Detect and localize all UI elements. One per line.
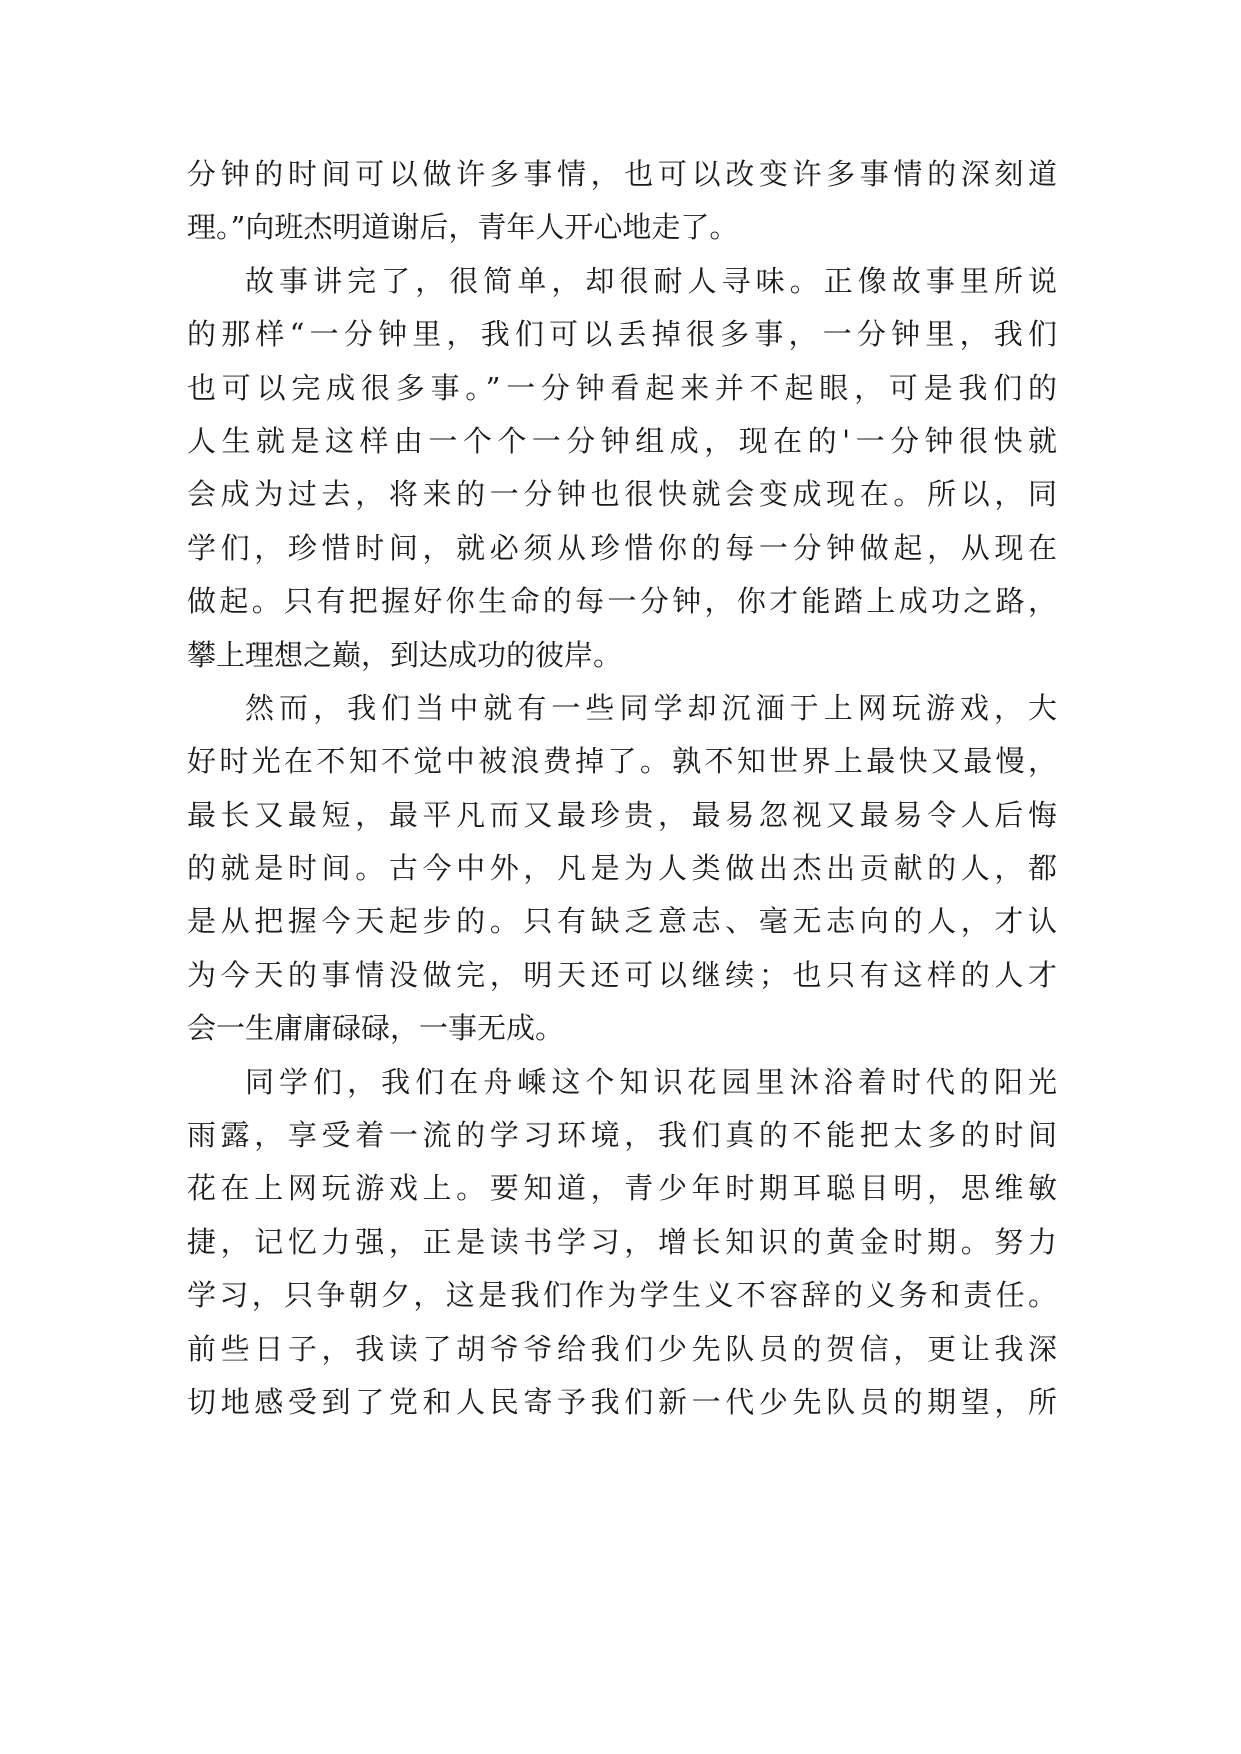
text-line: 做起。只有把握好你生命的每一分钟，你才能踏上成功之路， — [187, 584, 1057, 619]
paragraph-first-line: 然而，我们当中就有一些同学却沉湎于上网玩游戏，大 — [245, 690, 1057, 725]
text-line: 会一生庸庸碌碌，一事无成。 — [187, 1011, 565, 1046]
text-line: 好时光在不知不觉中被浪费掉了。孰不知世界上最快又最慢， — [187, 744, 1057, 779]
text-line: 捷，记忆力强，正是读书学习，增长知识的黄金时期。努力 — [187, 1224, 1057, 1259]
text-line: 学习，只争朝夕，这是我们作为学生义不容辞的义务和责任。 — [187, 1278, 1057, 1313]
text-line: 的那样“一分钟里，我们可以丢掉很多事，一分钟里，我们 — [187, 317, 1057, 352]
text-line: 理。”向班杰明道谢后，青年人开心地走了。 — [187, 210, 739, 245]
paragraph-first-line: 同学们，我们在舟嵊这个知识花园里沐浴着时代的阳光 — [245, 1064, 1057, 1099]
text-line: 的就是时间。古今中外，凡是为人类做出杰出贡献的人，都 — [187, 851, 1057, 886]
text-line: 人生就是这样由一个个一分钟组成，现在的'一分钟很快就 — [187, 423, 1057, 458]
text-line: 前些日子，我读了胡爷爷给我们少先队员的贺信，更让我深 — [187, 1331, 1057, 1366]
body-text — [187, 148, 1057, 1429]
text-line: 分钟的时间可以做许多事情，也可以改变许多事情的深刻道 — [187, 157, 1057, 191]
text-line: 为今天的事情没做完，明天还可以继续；也只有这样的人才 — [187, 957, 1057, 992]
text-line: 切地感受到了党和人民寄予我们新一代少先队员的期望，所 — [187, 1384, 1057, 1419]
text-line: 花在上网玩游戏上。要知道，青少年时期耳聪目明，思维敏 — [187, 1171, 1057, 1206]
text-line: 最长又最短，最平凡而又最珍贵，最易忽视又最易令人后悔 — [187, 797, 1057, 832]
text-line: 雨露，享受着一流的学习环境，我们真的不能把太多的时间 — [187, 1118, 1057, 1153]
text-line: 也可以完成很多事。”一分钟看起来并不起眼，可是我们的 — [187, 370, 1057, 405]
text-line: 攀上理想之巅，到达成功的彼岸。 — [187, 637, 623, 672]
paragraph-first-line: 故事讲完了，很简单，却很耐人寻味。正像故事里所说 — [245, 263, 1057, 298]
text-line: 会成为过去，将来的一分钟也很快就会变成现在。所以，同 — [187, 477, 1057, 512]
text-line: 学们，珍惜时间，就必须从珍惜你的每一分钟做起，从现在 — [187, 530, 1057, 565]
text-line: 是从把握今天起步的。只有缺乏意志、毫无志向的人，才认 — [187, 904, 1057, 939]
